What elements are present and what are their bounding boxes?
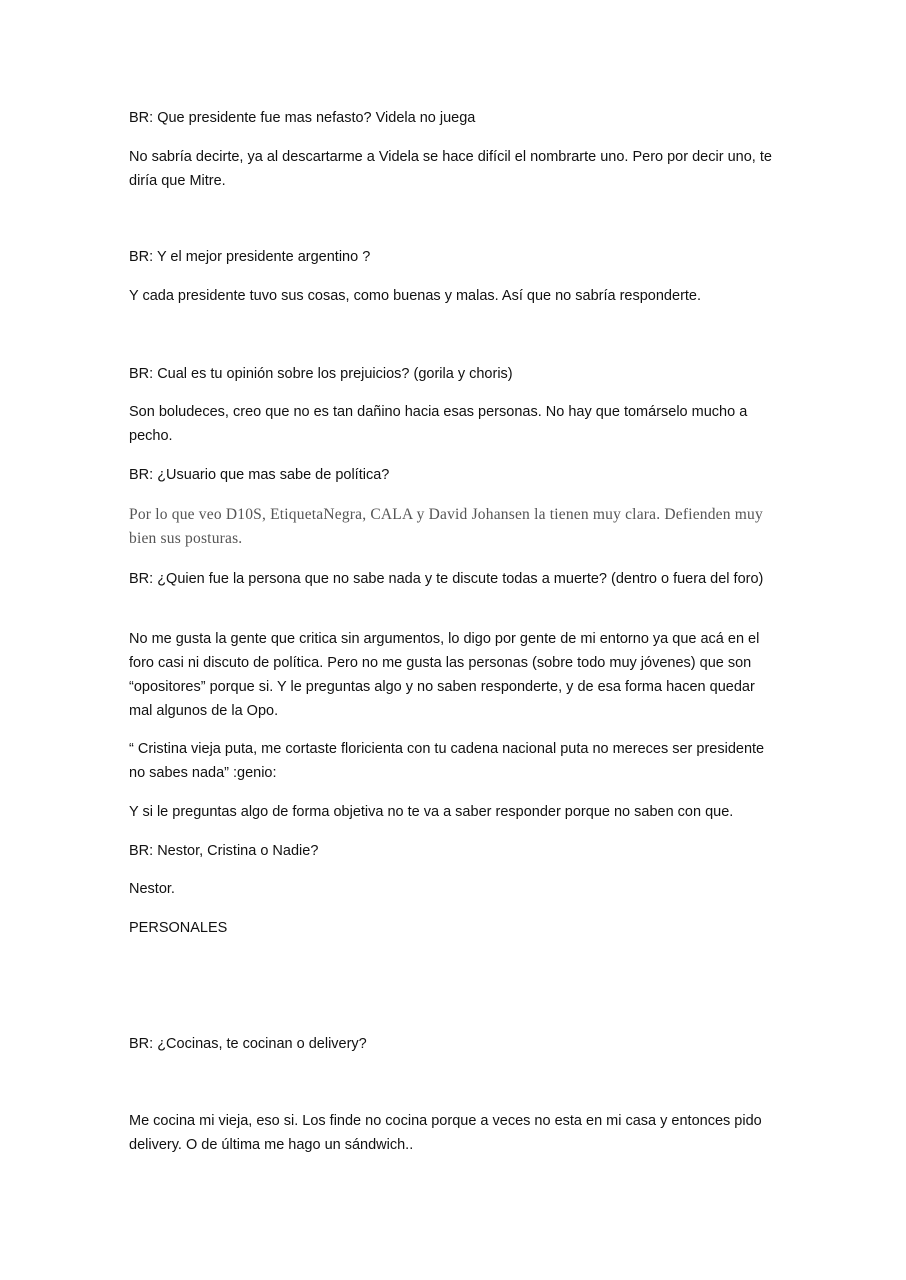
answer-cooking: Me cocina mi vieja, eso si. Los finde no cocina porque a veces no esta en mi casa y entonces pido delivery. O de última me hago un sándwich..: [129, 1113, 762, 1153]
section-heading-personales: PERSONALES: [129, 920, 228, 936]
answer-arguing-person: No me gusta la gente que critica sin argumentos, lo digo por gente de mi entorno ya que acá en el foro casi ni discuto de política. Pero no me gusta las personas (sobre todo muy jóvenes) que son “opositores” porque si. Y le preguntas algo y no saben responderte, y de esa forma hacen quedar mal algunos de la Opo.: [129, 631, 760, 719]
question-worst-president: BR: Que presidente fue mas nefasto? Videla no juega: [129, 110, 476, 126]
answer-prejudices: Son boludeces, creo que no es tan dañino hacia esas personas. No hay que tomárselo mucho a pecho.: [129, 404, 748, 444]
answer-objective: Y si le preguntas algo de forma objetiva no te va a saber responder porque no saben con que.: [129, 804, 734, 820]
question-prejudices: BR: Cual es tu opinión sobre los prejuicios? (gorila y choris): [129, 366, 513, 382]
question-politics-user: BR: ¿Usuario que mas sabe de política?: [129, 467, 390, 483]
question-nestor-cristina: BR: Nestor, Cristina o Nadie?: [129, 843, 319, 859]
question-arguing-person: BR: ¿Quien fue la persona que no sabe nada y te discute todas a muerte? (dentro o fuera del foro): [129, 571, 764, 587]
answer-politics-user: Por lo que veo D10S, EtiquetaNegra, CALA y David Johansen la tienen muy clara. Defienden muy bien sus posturas.: [129, 506, 763, 547]
question-best-president: BR: Y el mejor presidente argentino ?: [129, 249, 371, 265]
answer-worst-president: No sabría decirte, ya al descartarme a Videla se hace difícil el nombrarte uno. Pero por decir uno, te diría que Mitre.: [129, 149, 772, 189]
answer-best-president: Y cada presidente tuvo sus cosas, como buenas y malas. Así que no sabría responderte.: [129, 288, 702, 304]
quote-cristina: “ Cristina vieja puta, me cortaste floricienta con tu cadena nacional puta no mereces ser presidente no sabes nada” :genio:: [129, 741, 765, 781]
answer-nestor: Nestor.: [129, 881, 175, 897]
question-cooking: BR: ¿Cocinas, te cocinan o delivery?: [129, 1036, 367, 1052]
